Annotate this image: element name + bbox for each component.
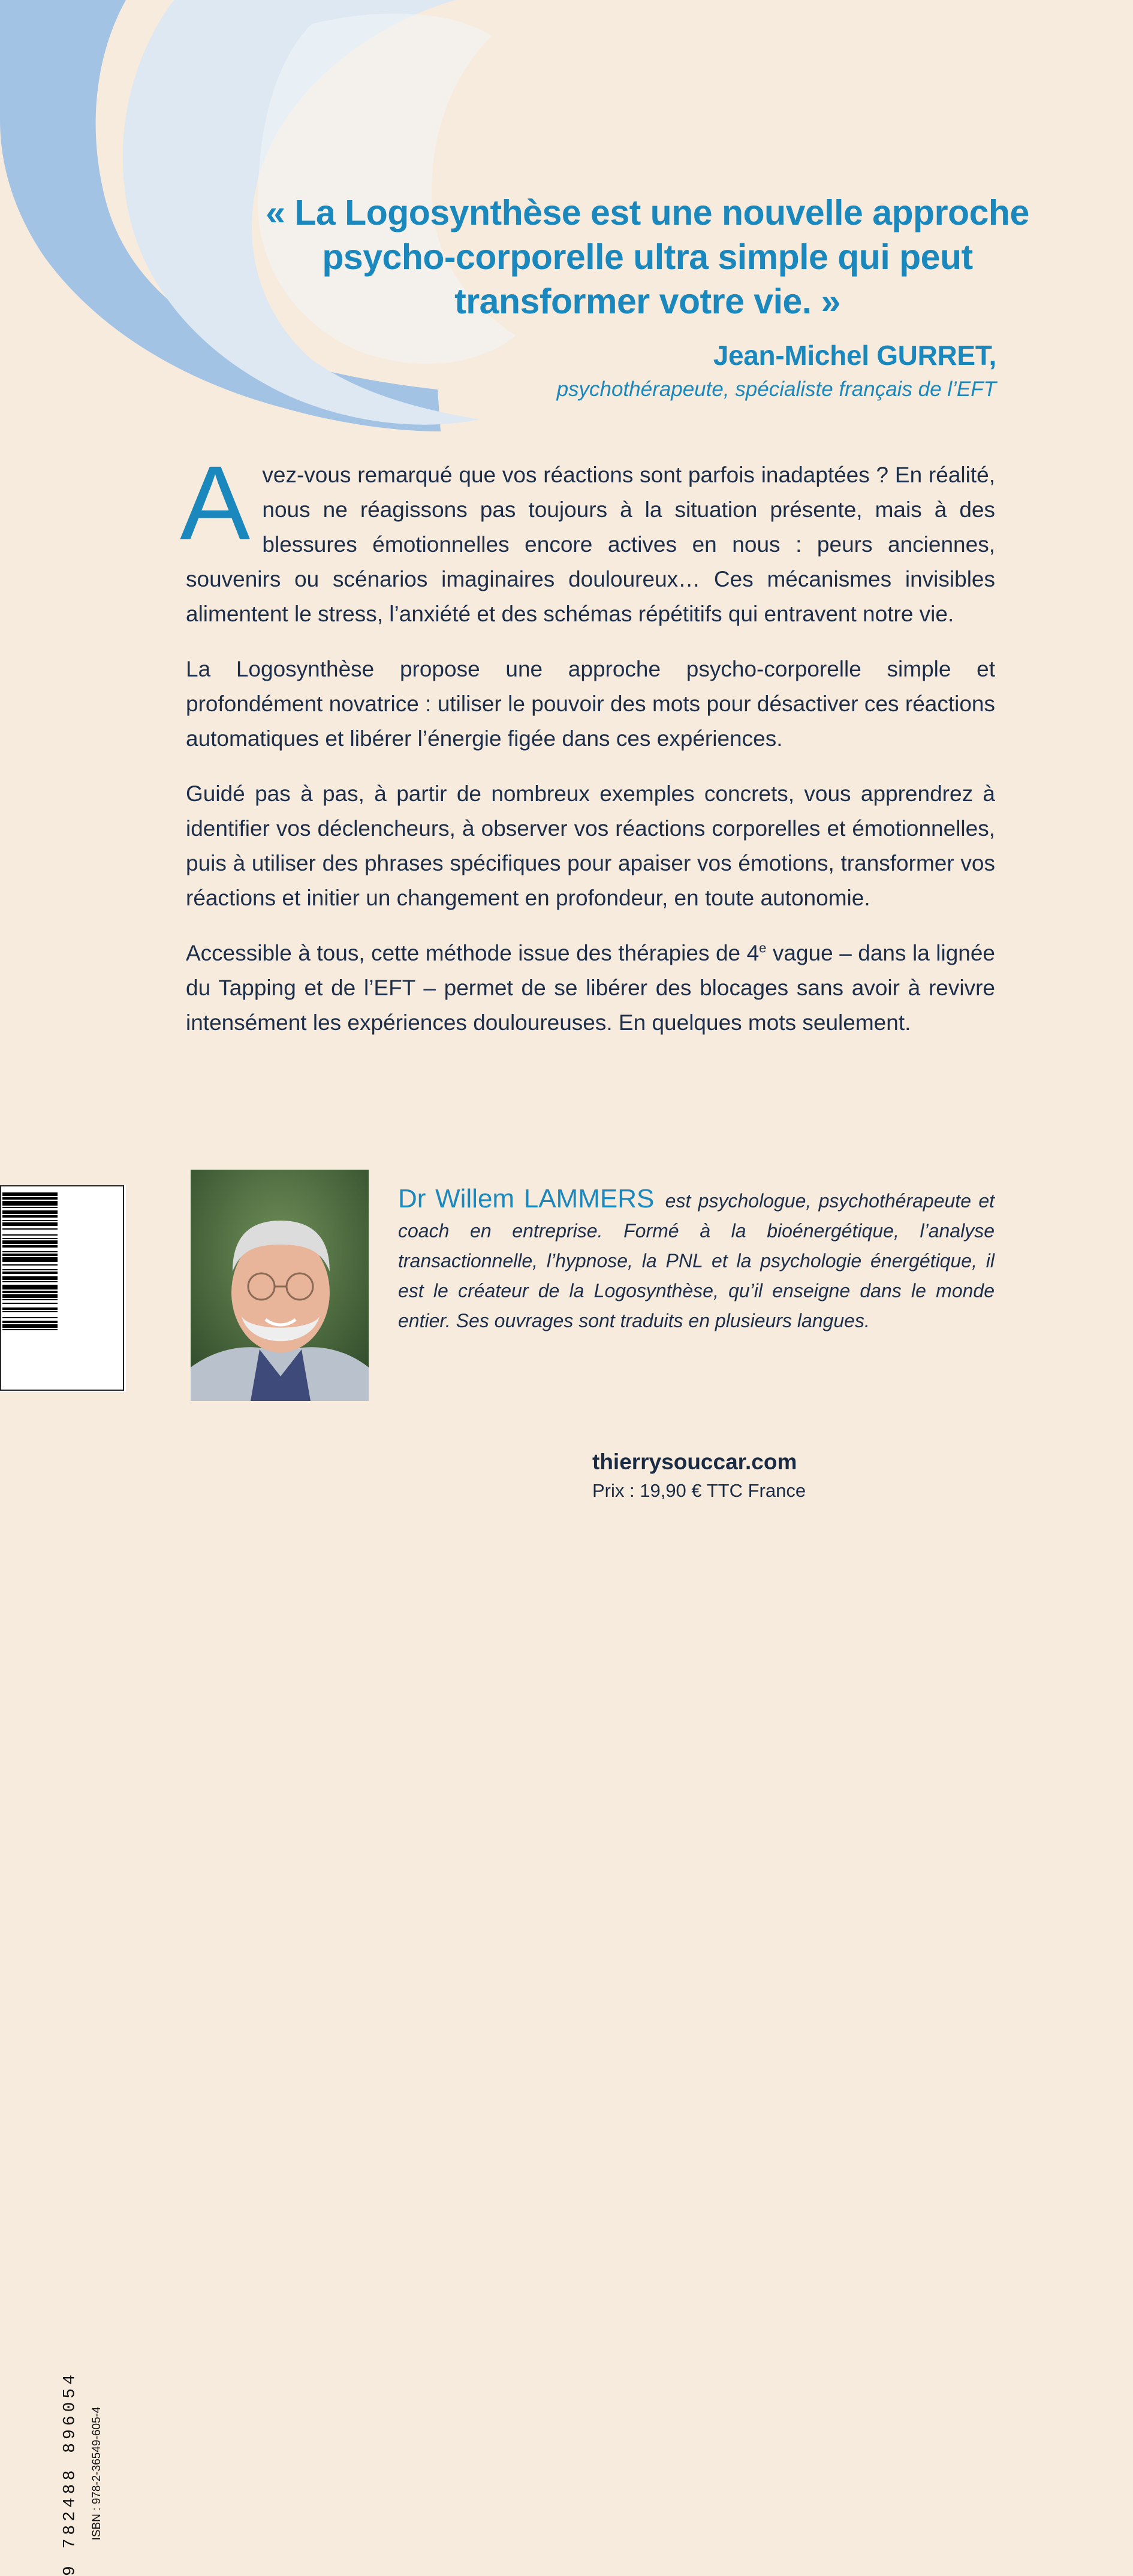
barcode-bar (2, 1281, 58, 1282)
paragraph-text: vague – dans la lignée du Tapping et de l’EFT – permet de se libérer des blocages sans avoir à revivre intensément les expériences douloureuses. En quelques mots seulement. (186, 941, 996, 1035)
blurb-paragraph-1 (180, 445, 995, 632)
barcode-bar (2, 1257, 58, 1262)
barcode-bar (2, 1210, 58, 1214)
barcode-bar (2, 1251, 58, 1252)
barcode-bar (2, 1201, 58, 1206)
blurb-paragraph-3: Guidé pas à pas, à partir de nombreux exemples concrets, vous apprendrez à identifier vos déclencheurs, à observer vos réactions corporelles et émotionnelles, puis à utiliser des phrases spécifiques pour apaiser vos émotions, transformer vos réactions et initier un changement en profondeur, en toute autonomie. (186, 781, 995, 910)
barcode-bars (0, 1185, 126, 1392)
author-bio (398, 1184, 995, 1336)
quote-line: transformer votre vie. » (454, 282, 840, 321)
author-photo (191, 1170, 369, 1401)
barcode-bar (2, 1238, 58, 1239)
barcode-bar (2, 1192, 58, 1196)
barcode-bar (2, 1329, 58, 1330)
barcode-bar (2, 1215, 58, 1218)
barcode-bar (2, 1207, 58, 1208)
barcode-bar (2, 1254, 58, 1256)
quote-author: Jean-Michel GURRET, (713, 340, 996, 371)
isbn-number: ISBN : 978-2-36549-605-4 (91, 2406, 103, 2541)
publisher-website: thierrysouccar.com (592, 1449, 797, 1474)
barcode-bar (2, 1324, 58, 1328)
barcode-bar (2, 1317, 58, 1318)
barcode-bar (2, 1321, 58, 1323)
author-name: Dr Willem LAMMERS (398, 1184, 655, 1213)
barcode-bar (2, 1240, 58, 1244)
barcode-bar (2, 1311, 58, 1312)
drop-cap: A (180, 445, 251, 562)
quote-line: psycho-corporelle ultra simple qui peut (322, 237, 973, 277)
blurb-text (180, 445, 996, 1061)
barcode-bar (2, 1307, 58, 1310)
quote-line: « La Logosynthèse est une nouvelle approche (266, 193, 1029, 232)
bio-text: est psychologue, psychothérapeute et coach en entreprise. Formé à la bioénergétique, l’analyse transactionnelle, l’hypnose, la PNL et la psychologie énergétique, il est le créateur de la Logosynthèse, qu’il enseigne dans le monde entier. Ses ouvrages sont traduits en plusieurs langues. (398, 1190, 995, 1331)
barcode-bar (2, 1285, 58, 1289)
barcode-bar (2, 1222, 58, 1226)
barcode-bar (2, 1299, 58, 1300)
quote-author-role: psychothérapeute, spécialiste français de l’EFT (556, 378, 996, 401)
barcode-bar (2, 1272, 58, 1274)
barcode-bar (2, 1264, 58, 1266)
superscript: e (759, 940, 767, 956)
price: Prix : 19,90 € TTC France (592, 1480, 806, 1501)
barcode (0, 1185, 126, 2576)
blurb-paragraph-4 (186, 936, 995, 1040)
ean-number: 9 782488 896054 (61, 2370, 80, 2576)
barcode-bar (2, 1276, 58, 1280)
barcode-bar (2, 1294, 58, 1298)
barcode-bar (2, 1291, 58, 1293)
barcode-bar (2, 1234, 58, 1236)
barcode-bar (2, 1228, 58, 1230)
blurb-paragraph-2: La Logosynthèse propose une approche psycho-corporelle simple et profondément novatrice : utiliser le pouvoir des mots pour désactiver ces réactions automatiques et libérer l’énergie figée dans ces expériences. (186, 657, 995, 751)
paragraph-text: vez-vous remarqué que vos réactions sont parfois inadaptées ? En réalité, nous ne réagissons pas toujours à la situation présente, mais à des blessures émotionnelles encore actives en nous : peurs anciennes, souvenirs ou scénarios imaginaires douloureux… Ces mécanismes invisibles alimentent le stress, l’anxiété et des schémas répétitifs qui entravent notre vie. (186, 463, 995, 626)
barcode-bar (2, 1220, 58, 1221)
barcode-bar (2, 1303, 58, 1304)
barcode-bar (2, 1269, 58, 1270)
testimonial-quote (228, 191, 1067, 324)
barcode-bar (2, 1197, 58, 1200)
paragraph-text: Accessible à tous, cette méthode issue des thérapies de 4 (186, 941, 760, 965)
barcode-bar (2, 1245, 58, 1248)
